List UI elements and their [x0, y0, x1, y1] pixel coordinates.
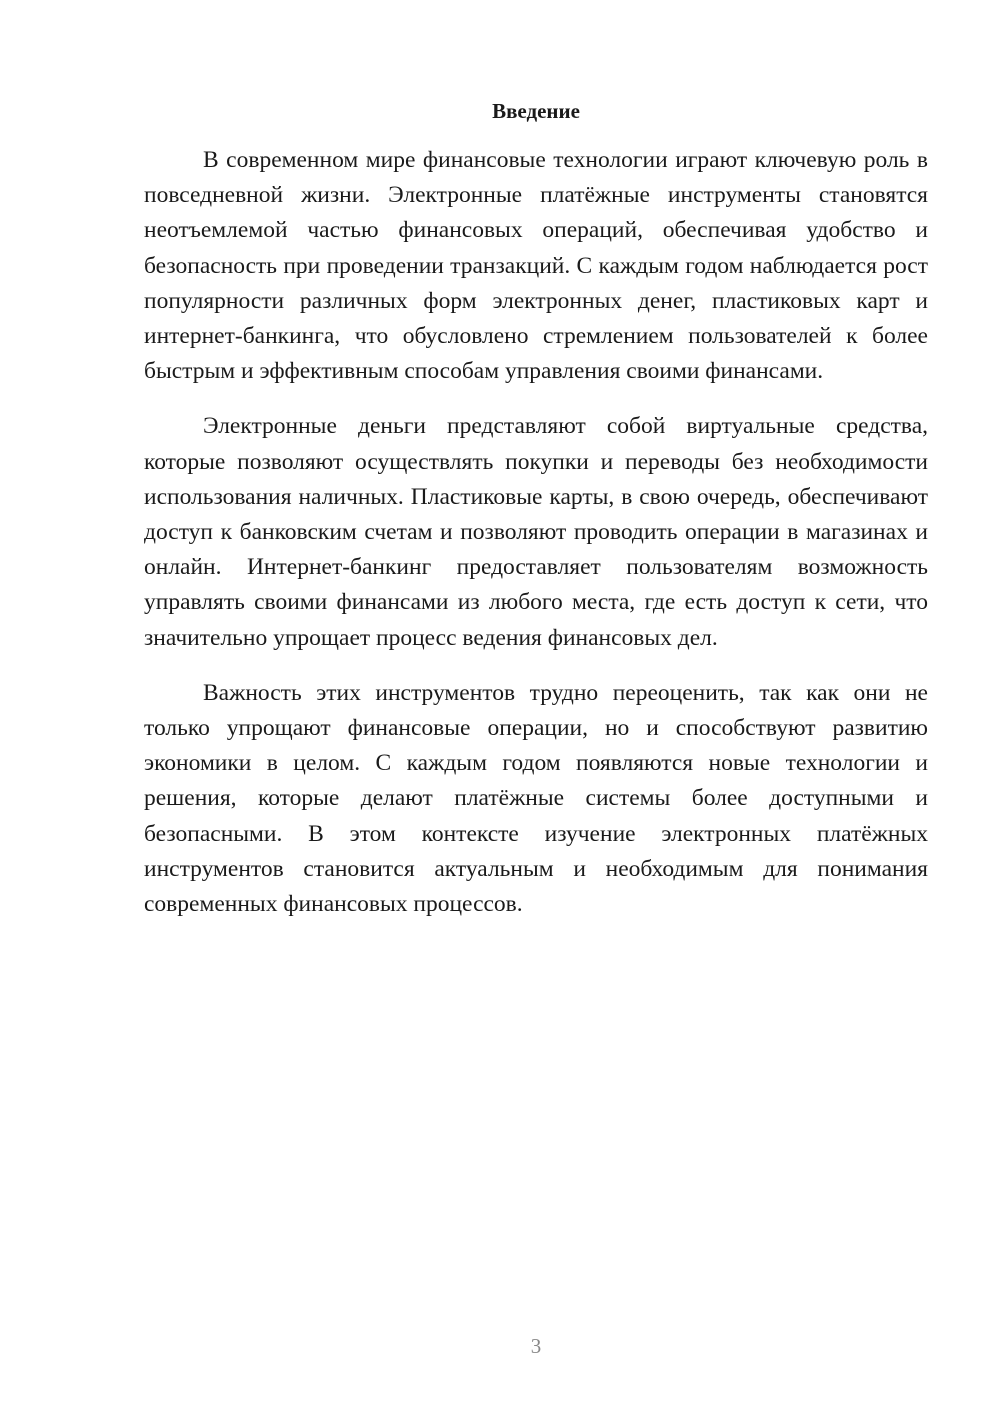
paragraph-2: Электронные деньги представляют собой виртуальные средства, которые позволяют осуществлять покупки и переводы без необходимости использования наличных. Пластиковые карты, в свою очередь, обеспечивают доступ к банковским счетам и позволяют проводить операции в магазинах и онлайн. Интернет-банкинг предоставляет пользователям возможность управлять своими финансами из любого места, где есть доступ к сети, что значительно упрощает процесс ведения финансовых дел. — [144, 413, 928, 651]
paragraph-3: Важность этих инструментов трудно переоценить, так как они не только упрощают финансовые операции, но и способствуют развитию экономики в целом. С каждым годом появляются новые технологии и решения, которые делают платёжные системы более доступными и безопасными. В этом контексте изучение электронных платёжных инструментов становится актуальным и необходимым для понимания современных финансовых процессов. — [144, 679, 928, 918]
paragraph-1: В современном мире финансовые технологии играют ключевую роль в повседневной жизни. Электронные платёжные инструменты становятся неотъемлемой частью финансовых операций, обеспечивая удобство и безопасность при проведении транзакций. С каждым годом наблюдается рост популярности различных форм электронных денег, пластиковых карт и интернет-банкинга, что обусловлено стремлением пользователей к более быстрым и эффективным способам управления своими финансами. — [144, 147, 928, 385]
page-number: 3 — [530, 1334, 542, 1358]
body-text — [144, 143, 928, 942]
section-title: Введение — [492, 99, 580, 123]
